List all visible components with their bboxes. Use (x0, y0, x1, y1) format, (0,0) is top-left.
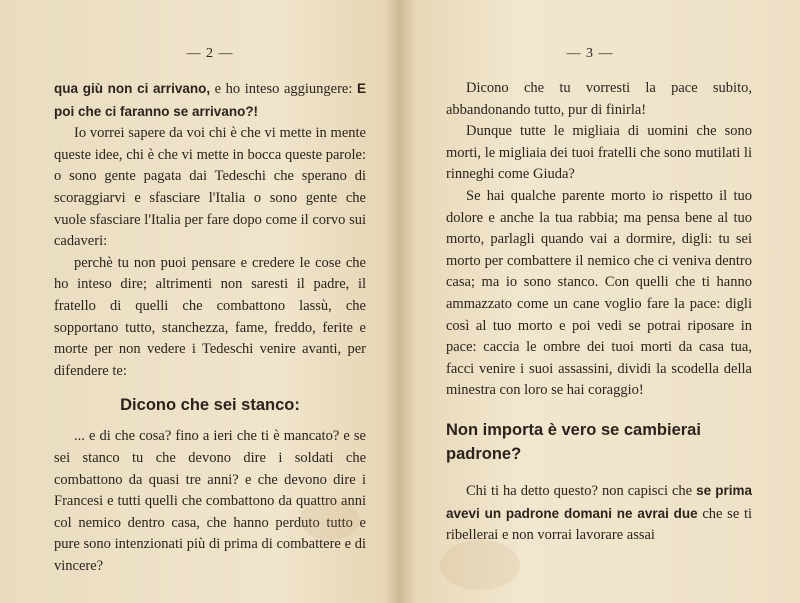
paragraph: ... e di che cosa? fino a ieri che ti è mancato? e se sei stanco tu che devono dire i soldati che combattono da quasi tre anni? e che devono dire i Francesi e tutti quelli che combattono da quattro anni col nemico dentro casa, che hanno perduto tutto e pure sono intenzionati più di prima di combattere e di vincere? (54, 428, 366, 574)
page-number: — 2 — (186, 46, 234, 61)
paragraph (446, 480, 752, 547)
text-run: e ho inteso aggiungere: (210, 81, 357, 97)
right-page (400, 0, 800, 603)
section-heading: Dicono che sei stanco: (120, 396, 300, 415)
text-run: che se ti ribellerai e non vorrai lavorare assai (446, 505, 752, 544)
bold-phrase: qua giù non ci arrivano, (54, 81, 211, 96)
paper-stain (440, 540, 520, 590)
paragraph: Io vorrei sapere da voi chi è che vi mette in mente queste idee, chi è che vi mette in bocca queste parole: o sono gente pagata dai Tedeschi che sperano di scoraggiarvi e sfasciare l'Italia o sono gente che vuole sfasciare l'Italia per fare dopo come il corvo sui cadaveri: (54, 125, 366, 250)
paper-stain (300, 500, 360, 540)
paragraph (54, 78, 366, 123)
section-heading: Non importa è vero se cambierai padrone? (446, 420, 701, 463)
page-number: — 3 — (566, 46, 614, 61)
text-run: Chi ti ha detto questo? non capisci che (466, 482, 697, 499)
bold-phrase: E poi che ci faranno se arrivano?! (54, 81, 366, 119)
paragraph: Se hai qualche parente morto io rispetto il tuo dolore e anche la tua rabbia; ma pensa bene al tuo morto, parlagli quando vai a dormire, digli: tu sei morto per combattere il nemico che ci veniva dentro casa; ma io sono stanco. Con quelli che ti hanno ammazzato come un cane voglio fare la pace: digli così al tuo morto e poi vedi se potrai riposare in pace: caccia le ombre dei tuoi morti da casa tua, facci venire i suoi assassini, dividi la scodella della minestra con loro se hai coraggio! (446, 187, 752, 399)
paragraph: perchè tu non puoi pensare e credere le cose che ho inteso dire; altrimenti non saresti il padre, il fratello di quelli che combattono lassù, che sopportano tutto, stanchezza, fame, freddo, ferite e morte per non vedere i Tedeschi venire avanti, per difendere te: (54, 254, 366, 379)
paragraph: Dicono che tu vorresti la pace subito, abbandonando tutto, pur di finirla! (446, 80, 752, 118)
bold-phrase: se prima avevi un padrone domani ne avrai due (446, 482, 752, 521)
paragraph: Dunque tutte le migliaia di uomini che sono morti, le migliaia dei tuoi fratelli che sono mutilati li rinneghi come Giuda? (446, 123, 752, 183)
